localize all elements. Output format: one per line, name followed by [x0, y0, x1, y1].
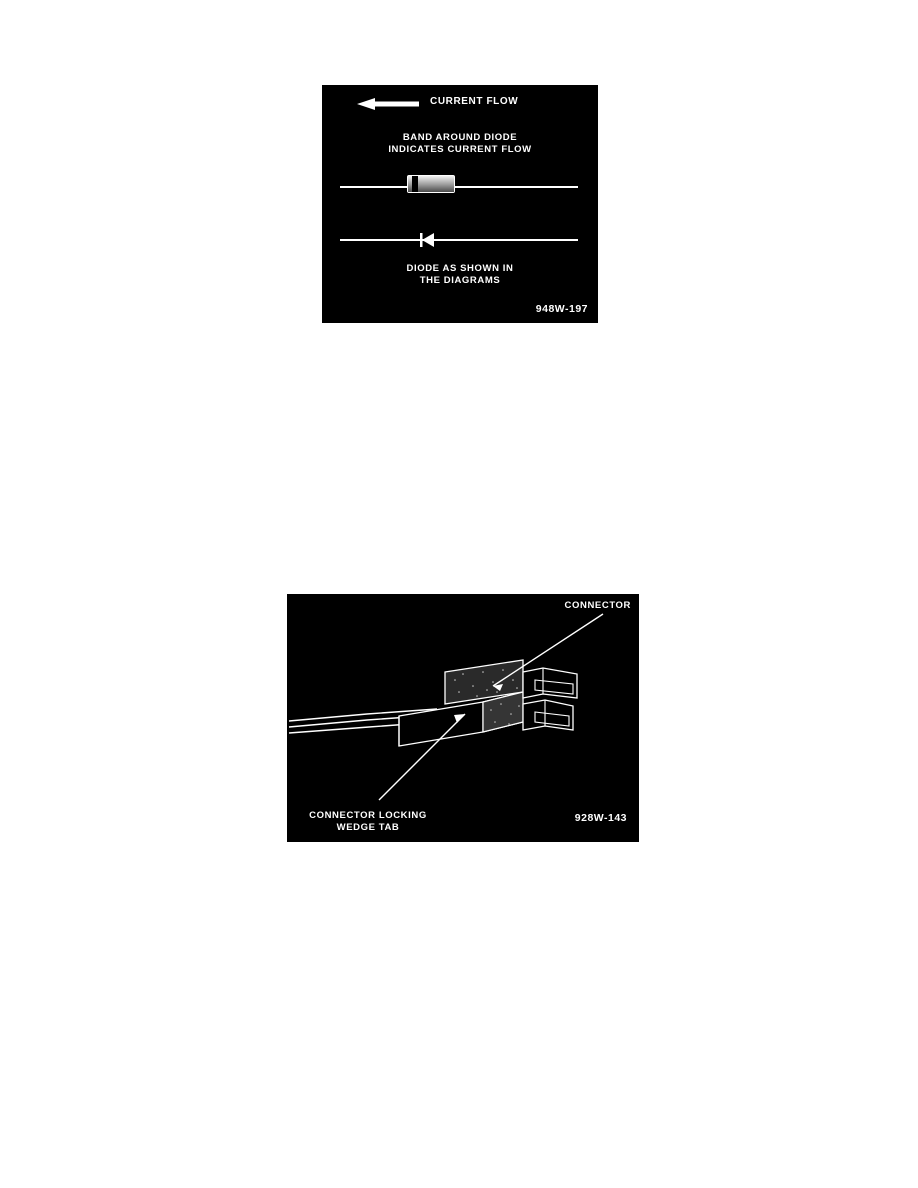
diode-symbol-icon — [418, 230, 440, 250]
band-note — [370, 132, 550, 156]
wire-connector-icon — [287, 594, 639, 842]
diode-figure — [322, 85, 598, 323]
wedge-tab-line2: WEDGE TAB — [336, 821, 400, 833]
arrow-left-icon — [357, 97, 419, 109]
diode-symbol-wire — [340, 239, 578, 241]
diagram-note — [374, 263, 546, 287]
diagram-note-line2: THE DIAGRAMS — [419, 274, 501, 286]
figure-code: 948W-197 — [535, 303, 588, 315]
diode-component-icon — [407, 175, 455, 193]
wedge-tab-line1: CONNECTOR LOCKING — [309, 810, 427, 821]
connector-label: CONNECTOR — [564, 600, 631, 611]
diagram-note-line1: DIODE AS SHOWN IN — [406, 263, 514, 274]
diode-lead-wire — [340, 186, 578, 188]
current-flow-label: CURRENT FLOW — [430, 96, 519, 107]
wedge-tab-label — [293, 810, 443, 834]
diode-band — [412, 176, 418, 192]
band-note-line2: INDICATES CURRENT FLOW — [388, 143, 532, 155]
figure-code: 928W-143 — [574, 812, 627, 824]
connector-figure — [287, 594, 639, 842]
band-note-line1: BAND AROUND DIODE — [402, 132, 518, 143]
